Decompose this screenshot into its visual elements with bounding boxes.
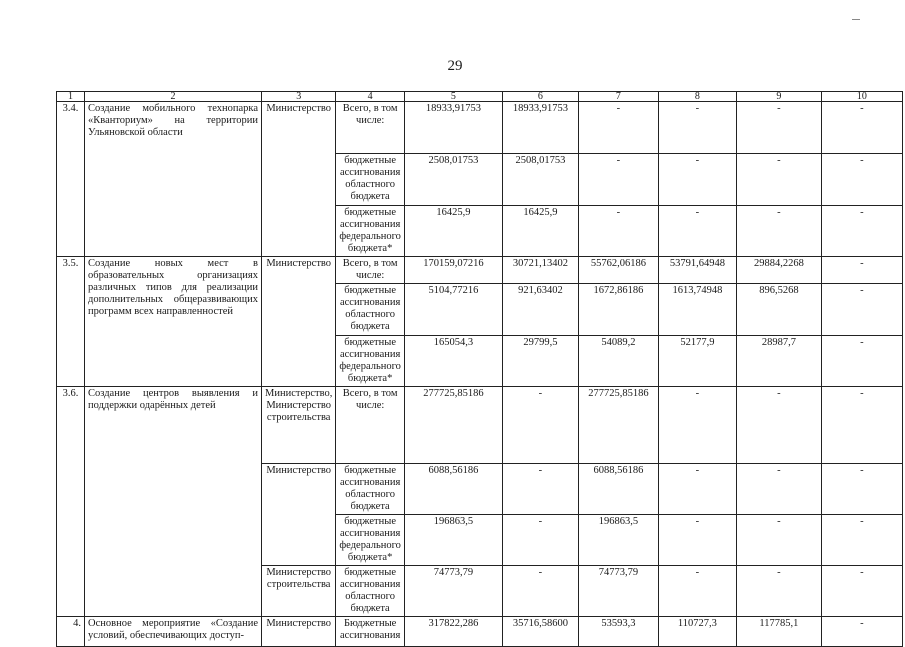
value-year: - bbox=[578, 206, 658, 257]
executor: Министерство bbox=[262, 617, 336, 647]
value-year: - bbox=[502, 515, 578, 566]
header-cell: 1 bbox=[57, 92, 85, 102]
value-year: 29884,2268 bbox=[736, 257, 821, 284]
value-year: - bbox=[821, 154, 902, 206]
executor: Министерство bbox=[262, 257, 336, 284]
header-cell: 4 bbox=[336, 92, 405, 102]
table-row bbox=[57, 102, 903, 154]
funding-source: бюджетные ассигнования областного бюджета bbox=[336, 566, 405, 617]
value-year: - bbox=[821, 515, 902, 566]
value-total: 165054,3 bbox=[404, 336, 502, 387]
measure-name: Создание мобильного технопарка «Кванториум» на территории Ульяновской области bbox=[85, 102, 262, 257]
value-year: 277725,85186 bbox=[578, 387, 658, 464]
value-year: 35716,58600 bbox=[502, 617, 578, 647]
value-year: 1613,74948 bbox=[658, 284, 736, 336]
value-year: 55762,06186 bbox=[578, 257, 658, 284]
value-total: 18933,91753 bbox=[404, 102, 502, 154]
funding-source: бюджетные ассигнования областного бюджета bbox=[336, 284, 405, 336]
value-year: - bbox=[821, 284, 902, 336]
value-year: - bbox=[658, 464, 736, 515]
funding-source: бюджетные ассигнования федерального бюджета* bbox=[336, 515, 405, 566]
row-number: 3.6. bbox=[57, 387, 85, 617]
value-year: - bbox=[658, 515, 736, 566]
budget-table bbox=[56, 91, 903, 647]
value-year: 18933,91753 bbox=[502, 102, 578, 154]
executor: Министерство строительства bbox=[262, 566, 336, 617]
value-total: 317822,286 bbox=[404, 617, 502, 647]
value-year: - bbox=[658, 206, 736, 257]
executor bbox=[262, 206, 336, 257]
value-year: 896,5268 bbox=[736, 284, 821, 336]
funding-source: Всего, в том числе: bbox=[336, 257, 405, 284]
page-number: 29 bbox=[447, 58, 463, 74]
measure-name: Создание новых мест в образовательных организациях различных типов для реализации дополнительных общеразвивающих программ всех направленностей bbox=[85, 257, 262, 387]
header-cell: 8 bbox=[658, 92, 736, 102]
table-row bbox=[57, 387, 903, 464]
value-year: - bbox=[658, 387, 736, 464]
funding-source: Всего, в том числе: bbox=[336, 387, 405, 464]
value-total: 16425,9 bbox=[404, 206, 502, 257]
value-year: 921,63402 bbox=[502, 284, 578, 336]
funding-source: Всего, в том числе: bbox=[336, 102, 405, 154]
value-year: 196863,5 bbox=[578, 515, 658, 566]
value-year: 29799,5 bbox=[502, 336, 578, 387]
value-year: - bbox=[578, 154, 658, 206]
header-cell: 2 bbox=[85, 92, 262, 102]
value-year: - bbox=[658, 102, 736, 154]
value-year: - bbox=[658, 566, 736, 617]
value-year: - bbox=[736, 206, 821, 257]
scan-mark bbox=[852, 19, 860, 20]
row-number: 4. bbox=[57, 617, 85, 647]
header-cell: 6 bbox=[502, 92, 578, 102]
value-total: 5104,77216 bbox=[404, 284, 502, 336]
header-cell: 9 bbox=[736, 92, 821, 102]
value-year: 16425,9 bbox=[502, 206, 578, 257]
value-year: 53791,64948 bbox=[658, 257, 736, 284]
value-year: - bbox=[736, 154, 821, 206]
row-number: 3.5. bbox=[57, 257, 85, 387]
value-total: 196863,5 bbox=[404, 515, 502, 566]
value-year: - bbox=[502, 387, 578, 464]
header-cell: 5 bbox=[404, 92, 502, 102]
funding-source: бюджетные ассигнования федерального бюджета* bbox=[336, 206, 405, 257]
value-year: - bbox=[736, 566, 821, 617]
value-year: - bbox=[821, 336, 902, 387]
value-year: - bbox=[821, 257, 902, 284]
value-total: 2508,01753 bbox=[404, 154, 502, 206]
row-number: 3.4. bbox=[57, 102, 85, 257]
table-row bbox=[57, 257, 903, 284]
value-year: - bbox=[736, 515, 821, 566]
value-year: 2508,01753 bbox=[502, 154, 578, 206]
funding-source: бюджетные ассигнования областного бюджета bbox=[336, 154, 405, 206]
funding-source: бюджетные ассигнования федерального бюджета* bbox=[336, 336, 405, 387]
value-year: 110727,3 bbox=[658, 617, 736, 647]
value-year: - bbox=[502, 566, 578, 617]
value-year: - bbox=[736, 464, 821, 515]
table-row bbox=[57, 617, 903, 647]
value-year: - bbox=[821, 566, 902, 617]
value-year: 6088,56186 bbox=[578, 464, 658, 515]
value-total: 277725,85186 bbox=[404, 387, 502, 464]
header-row bbox=[57, 92, 903, 102]
executor: Министерство, Министерство строительства bbox=[262, 387, 336, 464]
value-year: 52177,9 bbox=[658, 336, 736, 387]
executor bbox=[262, 336, 336, 387]
value-year: - bbox=[502, 464, 578, 515]
value-year: - bbox=[736, 387, 821, 464]
value-year: - bbox=[578, 102, 658, 154]
value-year: 30721,13402 bbox=[502, 257, 578, 284]
value-total: 6088,56186 bbox=[404, 464, 502, 515]
value-year: - bbox=[821, 387, 902, 464]
header-cell: 7 bbox=[578, 92, 658, 102]
executor: Министерство bbox=[262, 102, 336, 154]
value-year: 54089,2 bbox=[578, 336, 658, 387]
funding-source: Бюджетные ассигнования bbox=[336, 617, 405, 647]
header-cell: 3 bbox=[262, 92, 336, 102]
executor bbox=[262, 515, 336, 566]
value-total: 74773,79 bbox=[404, 566, 502, 617]
executor bbox=[262, 284, 336, 336]
value-year: 117785,1 bbox=[736, 617, 821, 647]
executor bbox=[262, 154, 336, 206]
value-year: - bbox=[821, 464, 902, 515]
header-cell: 10 bbox=[821, 92, 902, 102]
value-year: - bbox=[736, 102, 821, 154]
value-year: 1672,86186 bbox=[578, 284, 658, 336]
value-year: 74773,79 bbox=[578, 566, 658, 617]
measure-name: Создание центров выявления и поддержки одарённых детей bbox=[85, 387, 262, 617]
value-year: - bbox=[821, 102, 902, 154]
value-year: 53593,3 bbox=[578, 617, 658, 647]
funding-source: бюджетные ассигнования областного бюджета bbox=[336, 464, 405, 515]
value-year: - bbox=[821, 617, 902, 647]
value-total: 170159,07216 bbox=[404, 257, 502, 284]
executor: Министерство bbox=[262, 464, 336, 515]
value-year: - bbox=[821, 206, 902, 257]
measure-name: Основное мероприятие «Создание условий, обеспечивающих доступ- bbox=[85, 617, 262, 647]
value-year: 28987,7 bbox=[736, 336, 821, 387]
value-year: - bbox=[658, 154, 736, 206]
